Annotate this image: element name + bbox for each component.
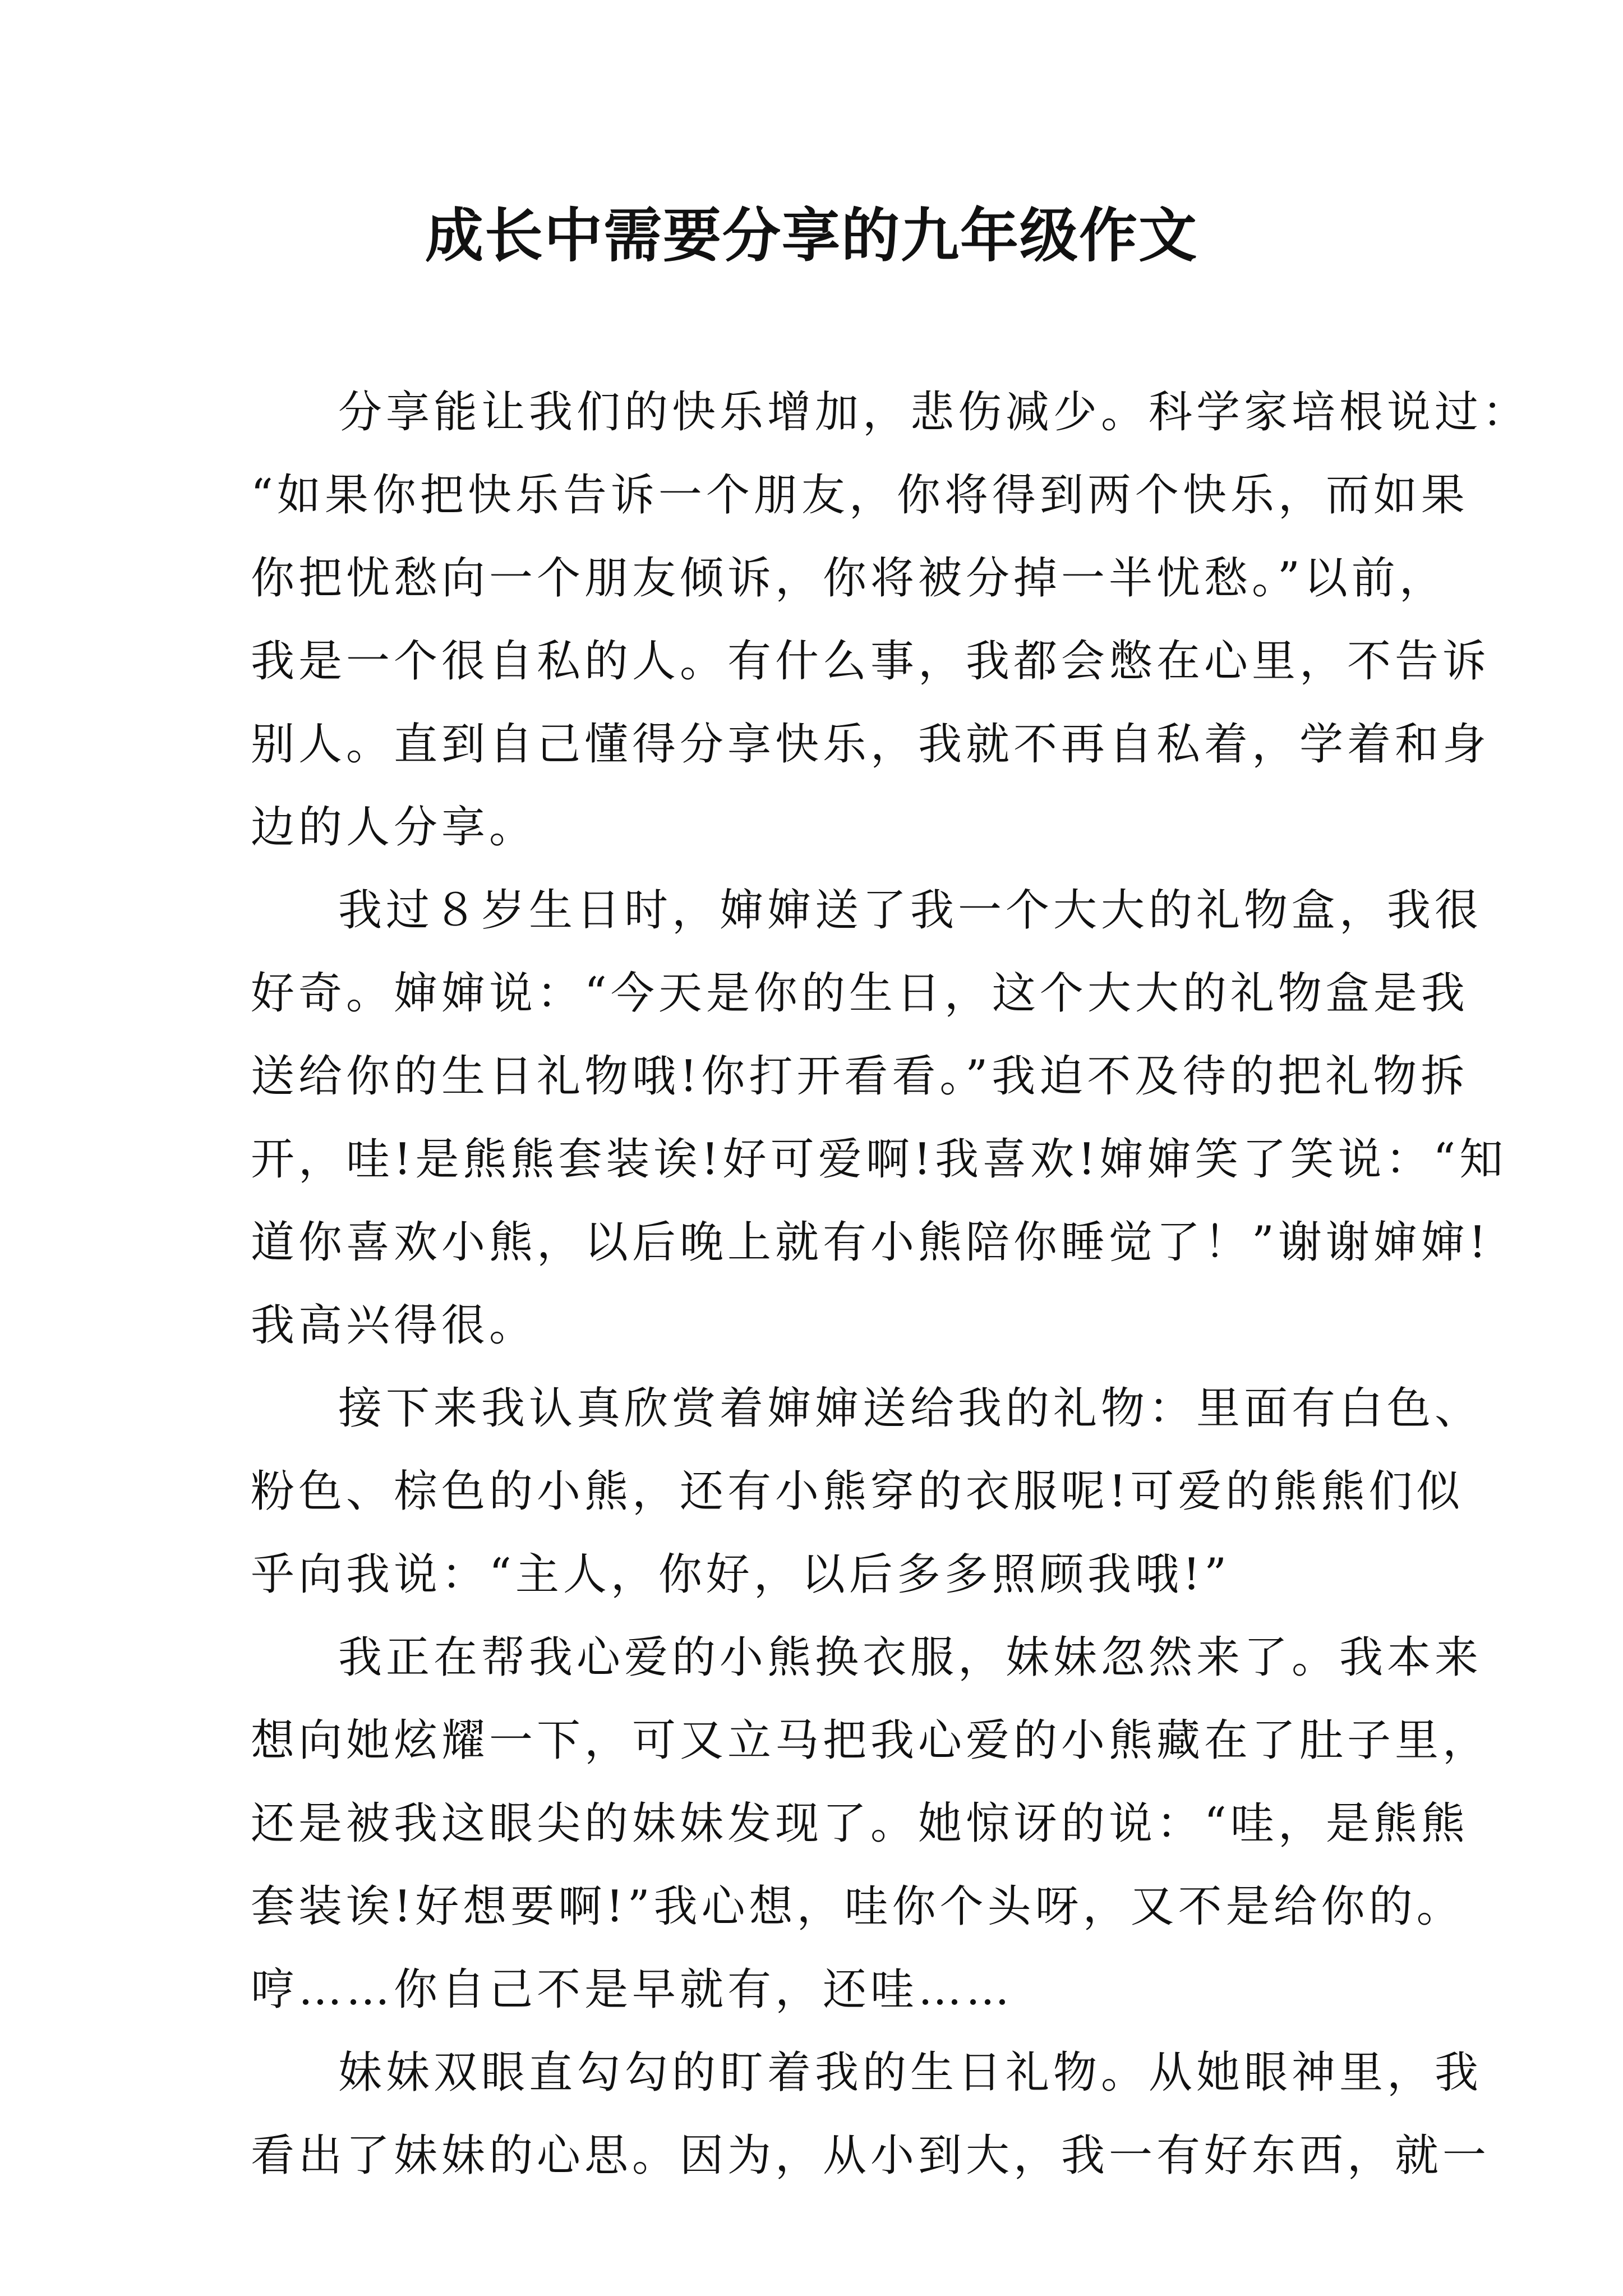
text-line: 边的人分享。: [251, 802, 537, 853]
text-line: 我是一个很自私的人。有什么事，我都会憋在心里，不告诉: [251, 636, 1491, 687]
paragraph: [251, 869, 1507, 1367]
text-line: 我高兴得很。: [251, 1300, 537, 1351]
text-line: 套装诶!好想要啊!”我心想，哇你个头呀，又不是给你的。: [251, 1881, 1464, 1932]
text-line: 我正在帮我心爱的小熊换衣服，妹妹忽然来了。我本来: [338, 1632, 1483, 1683]
text-line: 开，哇!是熊熊套装诶!好可爱啊!我喜欢!婶婶笑了笑说：“知: [251, 1134, 1507, 1185]
paragraph: [251, 1367, 1483, 1616]
text-line: 看出了妹妹的心思。因为，从小到大，我一有好东西，就一: [251, 2131, 1491, 2181]
paragraph: [251, 2031, 1491, 2197]
text-line: 送给你的生日礼物哦!你打开看看。”我迫不及待的把礼物拆: [251, 1051, 1469, 1102]
text-line: 道你喜欢小熊，以后晚上就有小熊陪你睡觉了！”谢谢婶婶!: [251, 1217, 1491, 1268]
text-line: 分享能让我们的快乐增加，悲伤减少。科学家培根说过：: [338, 387, 1530, 438]
text-line: 妹妹双眼直勾勾的盯着我的生日礼物。从她眼神里，我: [338, 2047, 1483, 2098]
paragraph: [251, 1616, 1491, 2031]
essay-body: [251, 371, 1530, 2197]
text-line: 我过８岁生日时，婶婶送了我一个大大的礼物盒，我很: [338, 885, 1483, 936]
essay-title: 成长中需要分享的九年级作文: [425, 201, 1198, 270]
text-line: 粉色、棕色的小熊，还有小熊穿的衣服呢!可爱的熊熊们似: [251, 1466, 1464, 1517]
text-line: 你把忧愁向一个朋友倾诉，你将被分掉一半忧愁。”以前，: [251, 553, 1447, 604]
text-line: 想向她炫耀一下，可又立马把我心爱的小熊藏在了肚子里，: [251, 1715, 1491, 1766]
text-line: 还是被我这眼尖的妹妹发现了。她惊讶的说：“哇，是熊熊: [251, 1798, 1469, 1849]
text-line: 别人。直到自己懂得分享快乐，我就不再自私着，学着和身: [251, 719, 1491, 770]
text-line: 哼……你自己不是早就有，还哇……: [251, 1964, 1014, 2015]
text-line: “如果你把快乐告诉一个朋友，你将得到两个快乐，而如果: [251, 470, 1469, 521]
text-line: 乎向我说：“主人，你好，以后多多照顾我哦!”: [251, 1549, 1231, 1600]
paragraph: [251, 371, 1530, 869]
text-line: 好奇。婶婶说：“今天是你的生日，这个大大的礼物盒是我: [251, 968, 1469, 1019]
text-line: 接下来我认真欣赏着婶婶送给我的礼物：里面有白色、: [338, 1383, 1483, 1434]
